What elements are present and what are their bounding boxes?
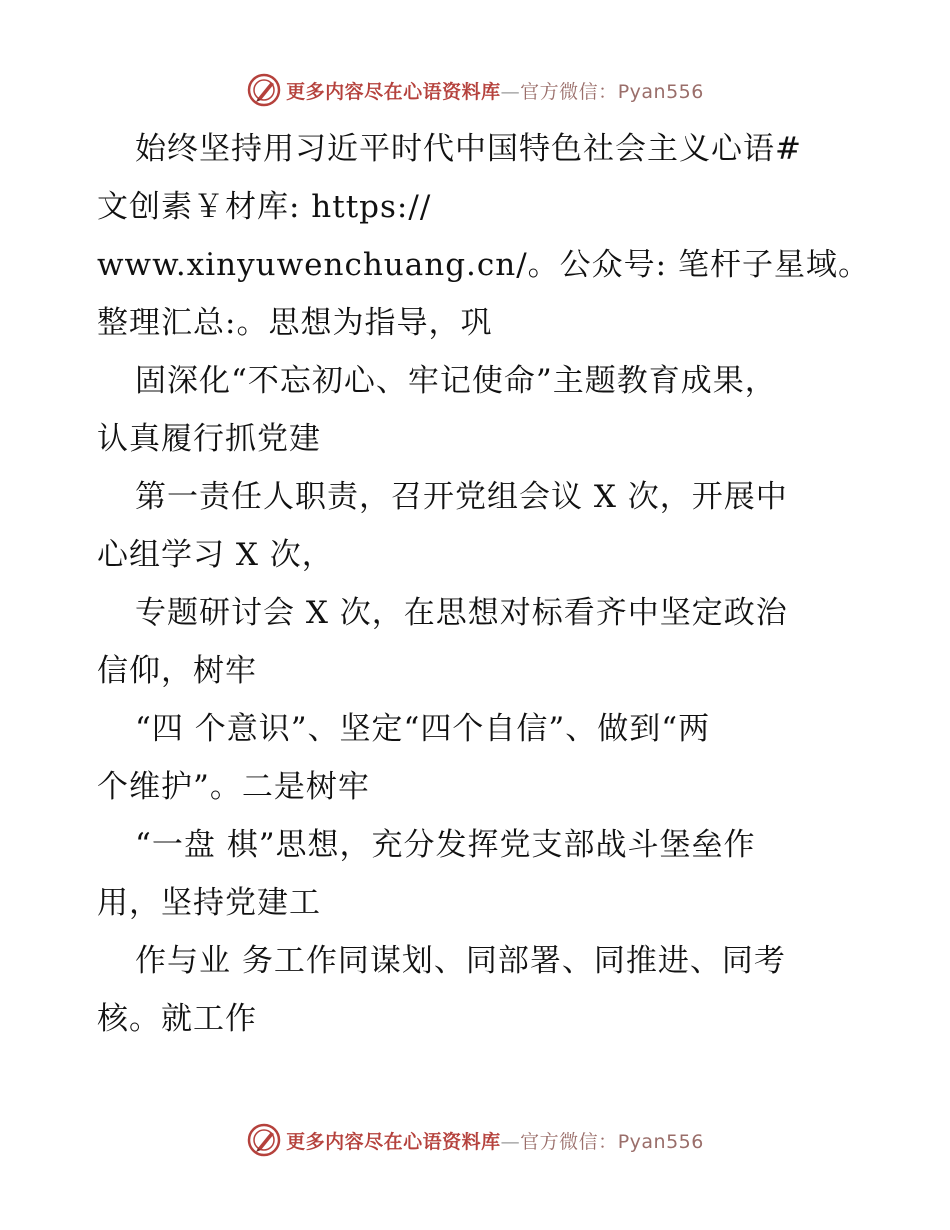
header-banner-title: 更多内容尽在心语资料库 (286, 80, 501, 103)
body-line: 整理汇总:。思想为指导，巩 (97, 305, 493, 341)
footer-banner (0, 1120, 950, 1160)
footer-banner-dash: — (500, 1130, 521, 1153)
body-line: 信仰，树牢 (97, 653, 257, 689)
body-line: 认真履行抓党建 (97, 421, 321, 457)
body-line: “一盘 棋”思想，充分发挥党支部战斗堡垒作 (135, 827, 756, 863)
body-line: 文创素￥材库: https:// (97, 189, 432, 225)
header-banner-text (286, 77, 704, 104)
pen-logo-icon (246, 1122, 282, 1158)
body-line: 第一责任人职责，召开党组会议 X 次，开展中 (135, 479, 788, 515)
pen-logo-icon (246, 72, 282, 108)
body-line: 用，坚持党建工 (97, 885, 321, 921)
body-line: 专题研讨会 X 次，在思想对标看齐中坚定政治 (135, 595, 788, 631)
body-line: 个维护”。二是树牢 (97, 769, 370, 805)
footer-banner-title: 更多内容尽在心语资料库 (286, 1130, 501, 1153)
body-line: 固深化“不忘初心、牢记使命”主题教育成果， (135, 363, 777, 399)
body-line: 心组学习 X 次， (97, 537, 334, 573)
header-banner-wechat-id: Pyan556 (617, 80, 704, 103)
footer-banner-wechat-label: 官方微信： (520, 1130, 618, 1153)
body-line: 作与业 务工作同谋划、同部署、同推进、同考 (135, 943, 786, 979)
body-line: www.xinyuwenchuang.cn/。公众号: 笔杆子星域。 (97, 247, 870, 283)
header-banner-dash: — (500, 80, 521, 103)
header-banner-wechat-label: 官方微信： (520, 80, 618, 103)
body-line: 核。就工作 (97, 1001, 257, 1037)
body-line: 始终坚持用习近平时代中国特色社会主义心语# (135, 131, 802, 167)
document-body (97, 120, 870, 1048)
footer-banner-text (286, 1127, 704, 1154)
footer-banner-wechat-id: Pyan556 (617, 1130, 704, 1153)
body-line: “四 个意识”、坚定“四个自信”、做到“两 (135, 711, 711, 747)
header-banner (0, 70, 950, 110)
